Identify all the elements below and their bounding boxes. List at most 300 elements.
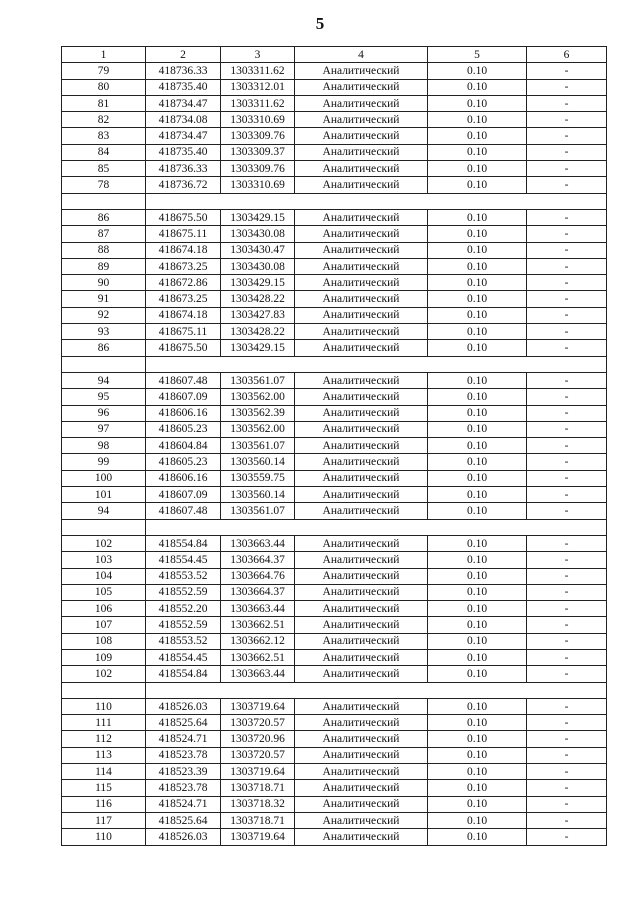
table-header-row	[62, 47, 607, 63]
table-row	[62, 601, 607, 617]
point-number-cell: 86	[62, 340, 146, 356]
y-coordinate-cell: 1303429.15	[221, 275, 295, 291]
method-cell: Аналитический	[295, 666, 428, 682]
x-coordinate-cell: 418734.47	[146, 128, 221, 144]
table-row	[62, 666, 607, 682]
x-coordinate-cell: 418674.18	[146, 242, 221, 258]
point-number-cell: 91	[62, 291, 146, 307]
point-number-cell: 95	[62, 389, 146, 405]
x-coordinate-cell: 418607.09	[146, 487, 221, 503]
x-coordinate-cell: 418553.52	[146, 633, 221, 649]
note-cell: -	[527, 584, 607, 600]
accuracy-cell: 0.10	[428, 747, 527, 763]
x-coordinate-cell: 418675.50	[146, 209, 221, 225]
y-coordinate-cell: 1303663.44	[221, 666, 295, 682]
note-cell: -	[527, 731, 607, 747]
y-coordinate-cell: 1303662.12	[221, 633, 295, 649]
note-cell: -	[527, 324, 607, 340]
separator-cell	[146, 356, 607, 372]
point-number-cell: 98	[62, 438, 146, 454]
table-row	[62, 177, 607, 193]
header-cell: 2	[146, 47, 221, 63]
accuracy-cell: 0.10	[428, 128, 527, 144]
point-number-cell: 94	[62, 503, 146, 519]
method-cell: Аналитический	[295, 601, 428, 617]
y-coordinate-cell: 1303309.37	[221, 144, 295, 160]
accuracy-cell: 0.10	[428, 177, 527, 193]
y-coordinate-cell: 1303561.07	[221, 438, 295, 454]
table-row	[62, 649, 607, 665]
note-cell: -	[527, 307, 607, 323]
table-row	[62, 812, 607, 828]
table-row	[62, 796, 607, 812]
method-cell: Аналитический	[295, 63, 428, 79]
method-cell: Аналитический	[295, 747, 428, 763]
note-cell: -	[527, 242, 607, 258]
method-cell: Аналитический	[295, 780, 428, 796]
point-number-cell: 114	[62, 764, 146, 780]
y-coordinate-cell: 1303427.83	[221, 307, 295, 323]
note-cell: -	[527, 144, 607, 160]
table-row	[62, 161, 607, 177]
accuracy-cell: 0.10	[428, 324, 527, 340]
point-number-cell: 94	[62, 372, 146, 388]
point-number-cell: 78	[62, 177, 146, 193]
y-coordinate-cell: 1303430.08	[221, 258, 295, 274]
x-coordinate-cell: 418606.16	[146, 470, 221, 486]
accuracy-cell: 0.10	[428, 812, 527, 828]
note-cell: -	[527, 601, 607, 617]
point-number-cell: 103	[62, 552, 146, 568]
note-cell: -	[527, 405, 607, 421]
method-cell: Аналитический	[295, 633, 428, 649]
header-cell: 5	[428, 47, 527, 63]
method-cell: Аналитический	[295, 470, 428, 486]
note-cell: -	[527, 128, 607, 144]
point-number-cell: 102	[62, 666, 146, 682]
accuracy-cell: 0.10	[428, 307, 527, 323]
method-cell: Аналитический	[295, 731, 428, 747]
method-cell: Аналитический	[295, 307, 428, 323]
x-coordinate-cell: 418736.72	[146, 177, 221, 193]
note-cell: -	[527, 747, 607, 763]
accuracy-cell: 0.10	[428, 552, 527, 568]
note-cell: -	[527, 226, 607, 242]
point-number-cell: 111	[62, 715, 146, 731]
y-coordinate-cell: 1303719.64	[221, 829, 295, 845]
y-coordinate-cell: 1303310.69	[221, 112, 295, 128]
method-cell: Аналитический	[295, 389, 428, 405]
accuracy-cell: 0.10	[428, 601, 527, 617]
note-cell: -	[527, 112, 607, 128]
y-coordinate-cell: 1303429.15	[221, 340, 295, 356]
method-cell: Аналитический	[295, 829, 428, 845]
x-coordinate-cell: 418675.11	[146, 226, 221, 242]
note-cell: -	[527, 161, 607, 177]
point-number-cell: 110	[62, 829, 146, 845]
header-cell: 1	[62, 47, 146, 63]
accuracy-cell: 0.10	[428, 275, 527, 291]
point-number-cell: 97	[62, 421, 146, 437]
accuracy-cell: 0.10	[428, 421, 527, 437]
accuracy-cell: 0.10	[428, 796, 527, 812]
separator-cell	[146, 519, 607, 535]
accuracy-cell: 0.10	[428, 340, 527, 356]
note-cell: -	[527, 438, 607, 454]
table-row	[62, 79, 607, 95]
y-coordinate-cell: 1303718.71	[221, 780, 295, 796]
y-coordinate-cell: 1303664.37	[221, 584, 295, 600]
x-coordinate-cell: 418675.11	[146, 324, 221, 340]
method-cell: Аналитический	[295, 535, 428, 551]
x-coordinate-cell: 418552.59	[146, 584, 221, 600]
note-cell: -	[527, 633, 607, 649]
note-cell: -	[527, 812, 607, 828]
table-row	[62, 95, 607, 111]
x-coordinate-cell: 418552.59	[146, 617, 221, 633]
accuracy-cell: 0.10	[428, 242, 527, 258]
accuracy-cell: 0.10	[428, 144, 527, 160]
method-cell: Аналитический	[295, 324, 428, 340]
note-cell: -	[527, 764, 607, 780]
page-number: 5	[315, 14, 325, 33]
note-cell: -	[527, 63, 607, 79]
header-cell: 3	[221, 47, 295, 63]
y-coordinate-cell: 1303561.07	[221, 372, 295, 388]
y-coordinate-cell: 1303663.44	[221, 535, 295, 551]
table-row	[62, 144, 607, 160]
note-cell: -	[527, 487, 607, 503]
point-number-cell: 92	[62, 307, 146, 323]
note-cell: -	[527, 503, 607, 519]
note-cell: -	[527, 389, 607, 405]
x-coordinate-cell: 418523.39	[146, 764, 221, 780]
x-coordinate-cell: 418734.47	[146, 95, 221, 111]
y-coordinate-cell: 1303312.01	[221, 79, 295, 95]
point-number-cell: 116	[62, 796, 146, 812]
x-coordinate-cell: 418552.20	[146, 601, 221, 617]
table-row	[62, 503, 607, 519]
accuracy-cell: 0.10	[428, 438, 527, 454]
method-cell: Аналитический	[295, 617, 428, 633]
method-cell: Аналитический	[295, 275, 428, 291]
x-coordinate-cell: 418606.16	[146, 405, 221, 421]
accuracy-cell: 0.10	[428, 535, 527, 551]
accuracy-cell: 0.10	[428, 258, 527, 274]
y-coordinate-cell: 1303430.47	[221, 242, 295, 258]
y-coordinate-cell: 1303720.96	[221, 731, 295, 747]
point-number-cell: 105	[62, 584, 146, 600]
accuracy-cell: 0.10	[428, 79, 527, 95]
method-cell: Аналитический	[295, 421, 428, 437]
table-row	[62, 584, 607, 600]
table-row	[62, 112, 607, 128]
y-coordinate-cell: 1303309.76	[221, 161, 295, 177]
note-cell: -	[527, 535, 607, 551]
method-cell: Аналитический	[295, 291, 428, 307]
table-row	[62, 372, 607, 388]
accuracy-cell: 0.10	[428, 454, 527, 470]
coordinates-table	[61, 46, 607, 846]
x-coordinate-cell: 418524.71	[146, 796, 221, 812]
x-coordinate-cell: 418736.33	[146, 161, 221, 177]
method-cell: Аналитический	[295, 584, 428, 600]
point-number-cell: 106	[62, 601, 146, 617]
accuracy-cell: 0.10	[428, 487, 527, 503]
point-number-cell: 93	[62, 324, 146, 340]
method-cell: Аналитический	[295, 112, 428, 128]
x-coordinate-cell: 418523.78	[146, 780, 221, 796]
header-cell: 6	[527, 47, 607, 63]
accuracy-cell: 0.10	[428, 161, 527, 177]
table-row	[62, 731, 607, 747]
point-number-cell: 117	[62, 812, 146, 828]
y-coordinate-cell: 1303664.37	[221, 552, 295, 568]
table-row	[62, 535, 607, 551]
header-cell: 4	[295, 47, 428, 63]
accuracy-cell: 0.10	[428, 633, 527, 649]
point-number-cell: 88	[62, 242, 146, 258]
note-cell: -	[527, 177, 607, 193]
note-cell: -	[527, 340, 607, 356]
table-row	[62, 617, 607, 633]
accuracy-cell: 0.10	[428, 503, 527, 519]
x-coordinate-cell: 418734.08	[146, 112, 221, 128]
separator-cell	[146, 682, 607, 698]
x-coordinate-cell: 418605.23	[146, 454, 221, 470]
method-cell: Аналитический	[295, 128, 428, 144]
table-row	[62, 715, 607, 731]
x-coordinate-cell: 418526.03	[146, 829, 221, 845]
point-number-cell: 108	[62, 633, 146, 649]
accuracy-cell: 0.10	[428, 764, 527, 780]
table-row	[62, 405, 607, 421]
x-coordinate-cell: 418554.45	[146, 552, 221, 568]
y-coordinate-cell: 1303718.32	[221, 796, 295, 812]
table-row	[62, 470, 607, 486]
point-number-cell: 112	[62, 731, 146, 747]
note-cell: -	[527, 568, 607, 584]
note-cell: -	[527, 649, 607, 665]
y-coordinate-cell: 1303662.51	[221, 649, 295, 665]
table-row	[62, 389, 607, 405]
table-row	[62, 324, 607, 340]
accuracy-cell: 0.10	[428, 209, 527, 225]
y-coordinate-cell: 1303662.51	[221, 617, 295, 633]
table-row	[62, 454, 607, 470]
note-cell: -	[527, 796, 607, 812]
x-coordinate-cell: 418673.25	[146, 291, 221, 307]
y-coordinate-cell: 1303311.62	[221, 63, 295, 79]
note-cell: -	[527, 421, 607, 437]
point-number-cell: 100	[62, 470, 146, 486]
table-row	[62, 209, 607, 225]
method-cell: Аналитический	[295, 454, 428, 470]
y-coordinate-cell: 1303309.76	[221, 128, 295, 144]
accuracy-cell: 0.10	[428, 372, 527, 388]
x-coordinate-cell: 418675.50	[146, 340, 221, 356]
point-number-cell: 90	[62, 275, 146, 291]
accuracy-cell: 0.10	[428, 649, 527, 665]
table-row	[62, 307, 607, 323]
y-coordinate-cell: 1303720.57	[221, 747, 295, 763]
x-coordinate-cell: 418604.84	[146, 438, 221, 454]
method-cell: Аналитический	[295, 552, 428, 568]
method-cell: Аналитический	[295, 144, 428, 160]
method-cell: Аналитический	[295, 649, 428, 665]
table-row	[62, 780, 607, 796]
method-cell: Аналитический	[295, 405, 428, 421]
separator-cell	[62, 356, 146, 372]
y-coordinate-cell: 1303430.08	[221, 226, 295, 242]
table-row	[62, 747, 607, 763]
x-coordinate-cell: 418554.84	[146, 666, 221, 682]
y-coordinate-cell: 1303720.57	[221, 715, 295, 731]
accuracy-cell: 0.10	[428, 389, 527, 405]
x-coordinate-cell: 418672.86	[146, 275, 221, 291]
table-row	[62, 63, 607, 79]
method-cell: Аналитический	[295, 715, 428, 731]
y-coordinate-cell: 1303718.71	[221, 812, 295, 828]
note-cell: -	[527, 715, 607, 731]
method-cell: Аналитический	[295, 372, 428, 388]
table-row	[62, 764, 607, 780]
method-cell: Аналитический	[295, 177, 428, 193]
table-row	[62, 633, 607, 649]
point-number-cell: 80	[62, 79, 146, 95]
note-cell: -	[527, 829, 607, 845]
note-cell: -	[527, 454, 607, 470]
table-body	[62, 47, 607, 846]
separator-cell	[146, 193, 607, 209]
note-cell: -	[527, 79, 607, 95]
note-cell: -	[527, 698, 607, 714]
method-cell: Аналитический	[295, 796, 428, 812]
y-coordinate-cell: 1303663.44	[221, 601, 295, 617]
x-coordinate-cell: 418735.40	[146, 79, 221, 95]
accuracy-cell: 0.10	[428, 470, 527, 486]
note-cell: -	[527, 291, 607, 307]
point-number-cell: 102	[62, 535, 146, 551]
point-number-cell: 87	[62, 226, 146, 242]
table-row	[62, 568, 607, 584]
method-cell: Аналитический	[295, 79, 428, 95]
accuracy-cell: 0.10	[428, 617, 527, 633]
y-coordinate-cell: 1303428.22	[221, 324, 295, 340]
point-number-cell: 81	[62, 95, 146, 111]
method-cell: Аналитический	[295, 568, 428, 584]
point-number-cell: 89	[62, 258, 146, 274]
method-cell: Аналитический	[295, 438, 428, 454]
y-coordinate-cell: 1303311.62	[221, 95, 295, 111]
x-coordinate-cell: 418524.71	[146, 731, 221, 747]
accuracy-cell: 0.10	[428, 584, 527, 600]
x-coordinate-cell: 418525.64	[146, 812, 221, 828]
table-row	[62, 487, 607, 503]
x-coordinate-cell: 418554.45	[146, 649, 221, 665]
point-number-cell: 86	[62, 209, 146, 225]
x-coordinate-cell: 418607.09	[146, 389, 221, 405]
method-cell: Аналитический	[295, 340, 428, 356]
table-row	[62, 552, 607, 568]
point-number-cell: 110	[62, 698, 146, 714]
table-row	[62, 438, 607, 454]
y-coordinate-cell: 1303560.14	[221, 487, 295, 503]
table-row	[62, 242, 607, 258]
method-cell: Аналитический	[295, 764, 428, 780]
x-coordinate-cell: 418607.48	[146, 372, 221, 388]
point-number-cell: 101	[62, 487, 146, 503]
x-coordinate-cell: 418526.03	[146, 698, 221, 714]
note-cell: -	[527, 209, 607, 225]
point-number-cell: 104	[62, 568, 146, 584]
point-number-cell: 109	[62, 649, 146, 665]
accuracy-cell: 0.10	[428, 568, 527, 584]
group-separator-row	[62, 682, 607, 698]
accuracy-cell: 0.10	[428, 698, 527, 714]
y-coordinate-cell: 1303664.76	[221, 568, 295, 584]
separator-cell	[62, 193, 146, 209]
accuracy-cell: 0.10	[428, 226, 527, 242]
note-cell: -	[527, 666, 607, 682]
accuracy-cell: 0.10	[428, 63, 527, 79]
point-number-cell: 85	[62, 161, 146, 177]
point-number-cell: 82	[62, 112, 146, 128]
x-coordinate-cell: 418735.40	[146, 144, 221, 160]
table-row	[62, 340, 607, 356]
x-coordinate-cell: 418605.23	[146, 421, 221, 437]
group-separator-row	[62, 519, 607, 535]
y-coordinate-cell: 1303719.64	[221, 698, 295, 714]
point-number-cell: 79	[62, 63, 146, 79]
x-coordinate-cell: 418607.48	[146, 503, 221, 519]
accuracy-cell: 0.10	[428, 780, 527, 796]
y-coordinate-cell: 1303559.75	[221, 470, 295, 486]
x-coordinate-cell: 418553.52	[146, 568, 221, 584]
point-number-cell: 84	[62, 144, 146, 160]
x-coordinate-cell: 418736.33	[146, 63, 221, 79]
note-cell: -	[527, 258, 607, 274]
method-cell: Аналитический	[295, 812, 428, 828]
point-number-cell: 99	[62, 454, 146, 470]
table-row	[62, 128, 607, 144]
x-coordinate-cell: 418523.78	[146, 747, 221, 763]
note-cell: -	[527, 617, 607, 633]
y-coordinate-cell: 1303562.00	[221, 421, 295, 437]
point-number-cell: 96	[62, 405, 146, 421]
note-cell: -	[527, 95, 607, 111]
note-cell: -	[527, 372, 607, 388]
separator-cell	[62, 682, 146, 698]
note-cell: -	[527, 275, 607, 291]
accuracy-cell: 0.10	[428, 95, 527, 111]
table-row	[62, 421, 607, 437]
accuracy-cell: 0.10	[428, 112, 527, 128]
accuracy-cell: 0.10	[428, 731, 527, 747]
method-cell: Аналитический	[295, 226, 428, 242]
y-coordinate-cell: 1303560.14	[221, 454, 295, 470]
y-coordinate-cell: 1303561.07	[221, 503, 295, 519]
method-cell: Аналитический	[295, 95, 428, 111]
method-cell: Аналитический	[295, 242, 428, 258]
accuracy-cell: 0.10	[428, 405, 527, 421]
x-coordinate-cell: 418673.25	[146, 258, 221, 274]
y-coordinate-cell: 1303428.22	[221, 291, 295, 307]
group-separator-row	[62, 356, 607, 372]
x-coordinate-cell: 418674.18	[146, 307, 221, 323]
point-number-cell: 107	[62, 617, 146, 633]
x-coordinate-cell: 418554.84	[146, 535, 221, 551]
